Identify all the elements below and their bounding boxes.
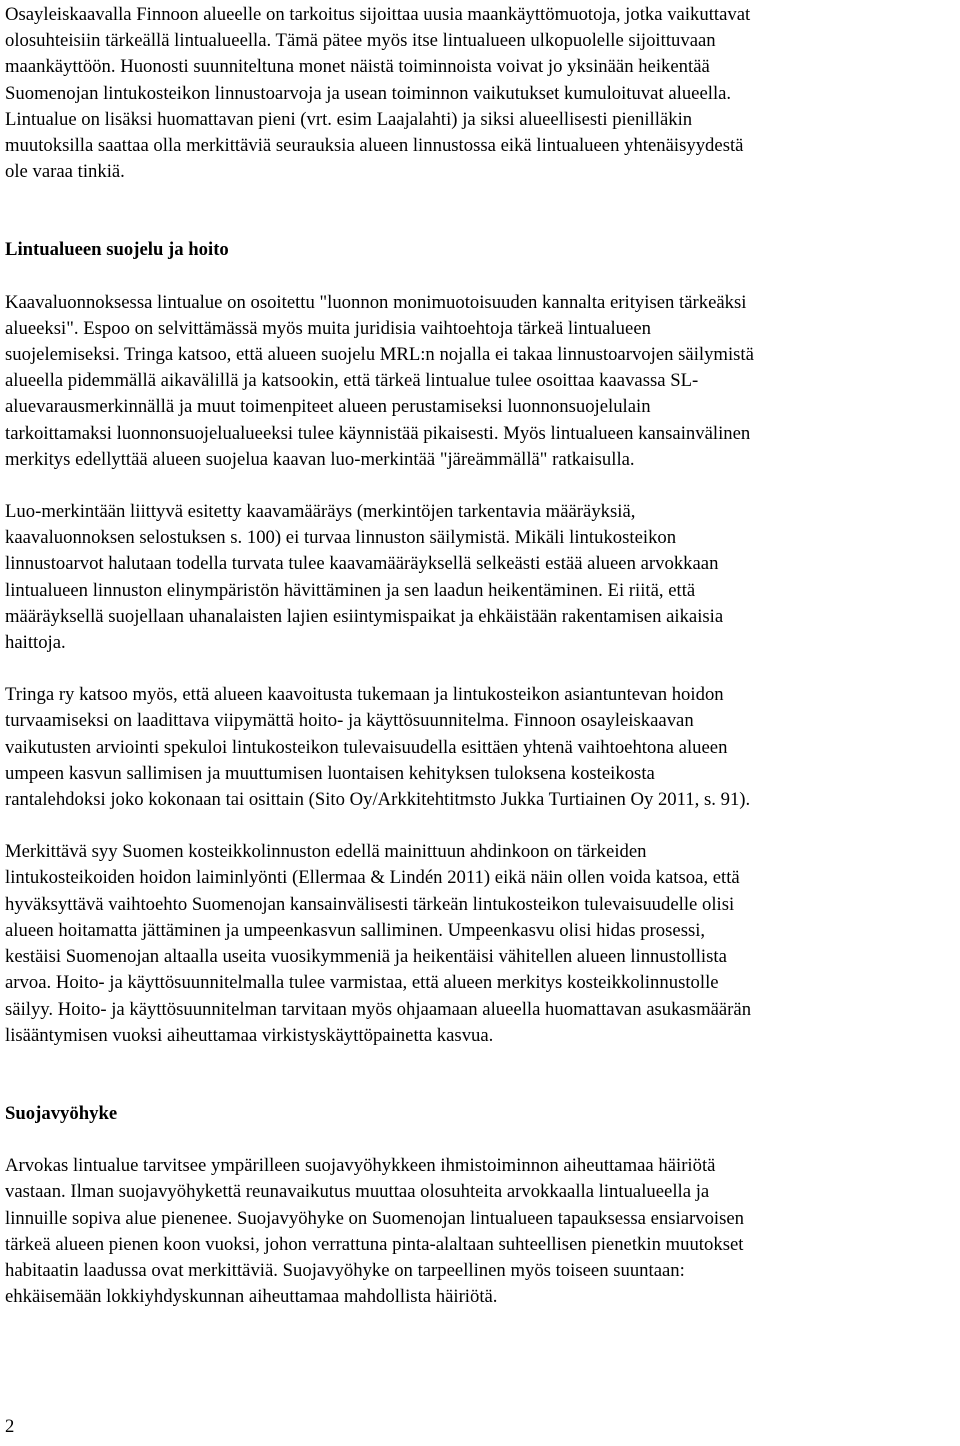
text-line: Arvokas lintualue tarvitsee ympärilleen suojavyöhykkeen ihmistoiminnon aiheuttamaa häiriötä <box>5 1155 716 1177</box>
text-line: haittoja. <box>5 632 66 654</box>
text-line: linnuille sopiva alue pienenee. Suojavyöhyke on Suomenojan lintualueen tapauksessa ensiarvoisen <box>5 1207 745 1229</box>
text-line: aluevarausmerkinnällä ja muut toimenpiteet alueen perustamiseksi luonnonsuojelulain <box>5 396 651 418</box>
text-line: Lintualue on lisäksi huomattavan pieni (vrt. esim Laajalahti) ja siksi alueellisesti pienilläkin <box>5 108 693 130</box>
text-line: määräyksellä suojellaan uhanalaisten lajien esiintymispaikat ja ehkäistään rakentamisen aikaisia <box>5 605 724 627</box>
text-line: Osayleiskaavalla Finnoon alueelle on tarkoitus sijoittaa uusia maankäyttömuotoja, jotka vaikuttavat <box>5 4 751 25</box>
text-line: tärkeä alueen pienen koon vuoksi, johon verrattuna pinta-alaltaan suhteellisen pienetkin muutokset <box>5 1233 744 1255</box>
text-line: Merkittävä syy Suomen kosteikkolinnuston edellä mainittuun ahdinkoon on tärkeiden <box>5 841 647 863</box>
text-line: habitaatin laadussa ovat merkittäviä. Suojavyöhyke on tarpeellinen myös toiseen suuntaan: <box>5 1259 685 1281</box>
text-line: lisääntymisen vuoksi aiheuttamaa virkistyskäyttöpainetta kasvua. <box>5 1024 494 1046</box>
text-line: linnustoarvot halutaan todella turvata tulee kaavamääräyksellä selkeästi estää alueen arvokkaan <box>5 553 719 575</box>
text-line: olosuhteisiin tärkeällä lintualueella. Tämä pätee myös itse lintualueen ulkopuolelle sijoittuvaan <box>5 30 716 52</box>
text-line: kaavaluonnoksen selostuksen s. 100) ei turvaa linnuston säilymistä. Mikäli lintukosteikon <box>5 527 677 549</box>
text-line: merkitys edellyttää alueen suojelua kaavan luo-merkintää "järeämmällä" ratkaisulla. <box>5 448 635 470</box>
text-line: kestäisi Suomenojan altaalla useita vuosikymmeniä ja heikentäisi vähitellen alueen linnustollista <box>5 946 727 968</box>
text-line: arvoa. Hoito- ja käyttösuunnitelmalla tulee varmistaa, että alueen merkitys kosteikkolinnustolle <box>5 972 719 994</box>
text-line: rantalehdoksi joko kokonaan tai osittain (Sito Oy/Arkkitehtitmsto Jukka Turtiainen Oy 2011, s. 91). <box>5 789 751 811</box>
text-line: tarkoittamaksi luonnonsuojelualueeksi tulee käynnistää pikaisesti. Myös lintualueen kansainvälinen <box>5 422 751 444</box>
text-line: Suomenojan lintukosteikon linnustoarvoja ja usean toiminnon vaikutukset kumuloituvat alueella. <box>5 82 732 104</box>
text-line: vaikutusten arviointi spekuloi lintukosteikon tulevaisuudella esittäen yhtenä vaihtoehtona alueen <box>5 736 728 758</box>
text-line: alueella pidemmällä aikavälillä ja katsookin, että tärkeä lintualue tulee osoittaa kaavassa SL- <box>5 370 699 392</box>
text-line: Kaavaluonnoksessa lintualue on osoitettu "luonnon monimuotoisuuden kannalta erityisen tärkeäksi <box>5 291 747 313</box>
text-line: suojelemiseksi. Tringa katsoo, että alueen suojelu MRL:n nojalla ei takaa linnustoarvojen säilymistä <box>5 344 754 366</box>
text-line: lintukosteikoiden hoidon laiminlyönti (Ellermaa & Lindén 2011) eikä näin ollen voida katsoa, että <box>5 867 740 889</box>
section-heading-protection: Lintualueen suojelu ja hoito <box>5 239 229 261</box>
text-line: muutoksilla saattaa olla merkittäviä seurauksia alueen linnustossa eikä lintualueen yhtenäisyydestä <box>5 135 744 157</box>
text-line: alueeksi". Espoo on selvittämässä myös muita juridisia vaihtoehtoja tärkeä lintualueen <box>5 317 651 339</box>
spacer <box>5 1075 955 1101</box>
paragraph-neglect <box>5 839 955 1049</box>
paragraph-regulation <box>5 499 955 656</box>
text-line: turvaamiseksi on laadittava viipymättä hoito- ja käyttösuunnitelma. Finnoon osayleiskaavan <box>5 710 694 732</box>
document-page <box>5 2 955 1362</box>
paragraph-protection <box>5 290 955 473</box>
paragraph-management-plan <box>5 682 955 813</box>
text-line: säilyy. Hoito- ja käyttösuunnitelman tarvitaan myös ohjaamaan alueella huomattavan asukasmäärän <box>5 998 752 1020</box>
text-line: hyväksyttävä vaihtoehto Suomenojan kansainvälisesti tärkeän lintukosteikon tulevaisuudelle olisi <box>5 893 735 915</box>
paragraph-buffer-zone <box>5 1153 955 1310</box>
page-number: 2 <box>5 1416 15 1437</box>
text-line: alueen hoitamatta jättäminen ja umpeenkasvun salliminen. Umpeenkasvu olisi hidas prosessi, <box>5 919 706 941</box>
text-line: ole varaa tinkiä. <box>5 161 125 183</box>
section-heading-buffer-zone: Suojavyöhyke <box>5 1102 118 1124</box>
text-line: maankäyttöön. Huonosti suunniteltuna monet näistä toiminnoista voivat jo yksinään heikentää <box>5 56 710 78</box>
paragraph-intro <box>5 2 955 185</box>
text-line: lintualueen linnuston elinympäristön hävittäminen ja sen laadun heikentäminen. Ei riitä, että <box>5 579 696 601</box>
text-line: Tringa ry katsoo myös, että alueen kaavoitusta tukemaan ja lintukosteikon asiantuntevan hoidon <box>5 684 724 706</box>
text-line: Luo-merkintään liittyvä esitetty kaavamääräys (merkintöjen tarkentavia määräyksiä, <box>5 501 636 523</box>
text-line: umpeen kasvun sallimisen ja muuttumisen luontaisen kehityksen tuloksena kosteikosta <box>5 762 655 784</box>
text-line: vastaan. Ilman suojavyöhykettä reunavaikutus muuttaa olosuhteita arvokkaalla lintualueella ja <box>5 1181 710 1203</box>
text-line: ehkäisemään lokkiyhdyskunnan aiheuttamaa mahdollista häiriötä. <box>5 1286 498 1308</box>
